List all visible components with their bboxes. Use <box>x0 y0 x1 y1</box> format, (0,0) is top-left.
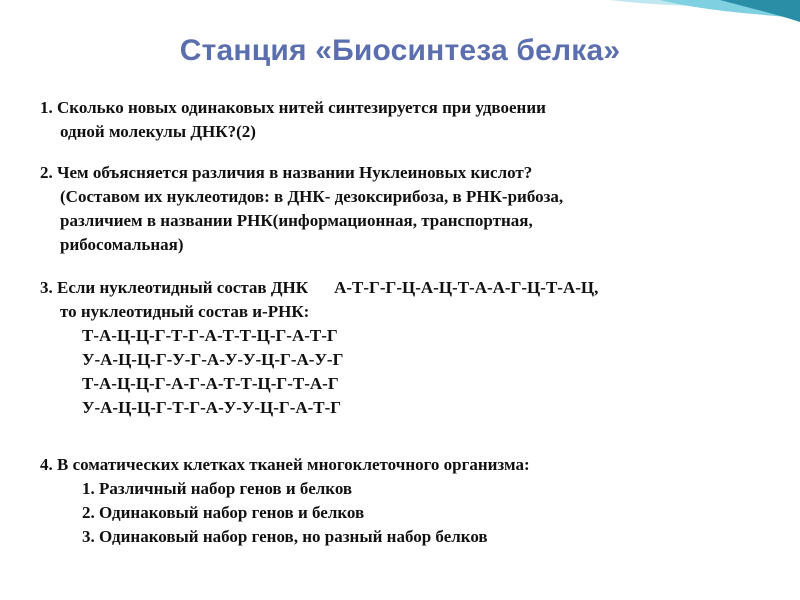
question-1-line-2: одной молекулы ДНК?(2) <box>60 122 256 141</box>
question-4-line-1: 4. В соматических клетках тканей многоклеточного организма: <box>40 455 530 474</box>
question-2-line-2: (Составом их нуклеотидов: в ДНК- дезоксирибоза, в РНК-рибоза, <box>60 187 564 206</box>
question-3-option-2: У-А-Ц-Ц-Г-У-Г-А-У-У-Ц-Г-А-У-Г <box>82 350 344 369</box>
question-4-option-1: 1. Различный набор генов и белков <box>82 479 353 498</box>
question-2-line-4: рибосомальная) <box>60 235 184 254</box>
question-3-option-3: Т-А-Ц-Ц-Г-А-Г-А-Т-Т-Ц-Г-Т-А-Г <box>82 374 339 393</box>
question-1-line-1: 1. Сколько новых одинаковых нитей синтезируется при удвоении <box>40 98 546 117</box>
dna-sequence: А-Т-Г-Г-Ц-А-Ц-Т-А-А-Г-Ц-Т-А-Ц, <box>334 278 599 297</box>
slide-content <box>40 96 780 549</box>
question-4 <box>40 453 780 549</box>
question-2-line-3: различием в названии РНК(информационная, транспортная, <box>60 211 533 230</box>
question-1 <box>40 96 780 144</box>
question-3-line-2: то нуклеотидный состав и-РНК: <box>60 302 310 321</box>
question-3-line-1 <box>40 276 780 300</box>
question-3-prompt: 3. Если нуклеотидный состав ДНК <box>40 278 309 297</box>
slide-title: Станция «Биосинтеза белка» <box>179 34 621 67</box>
question-3-option-4: У-А-Ц-Ц-Г-Т-Г-А-У-У-Ц-Г-А-Т-Г <box>82 398 342 417</box>
question-2-line-1: 2. Чем объясняется различия в названии Нуклеиновых кислот? <box>40 163 533 182</box>
question-2 <box>40 161 780 257</box>
question-4-option-3: 3. Одинаковый набор генов, но разный набор белков <box>82 527 488 546</box>
question-3 <box>40 276 780 420</box>
question-3-option-1: Т-А-Ц-Ц-Г-Т-Г-А-Т-Т-Ц-Г-А-Т-Г <box>82 326 338 345</box>
question-4-option-2: 2. Одинаковый набор генов и белков <box>82 503 365 522</box>
